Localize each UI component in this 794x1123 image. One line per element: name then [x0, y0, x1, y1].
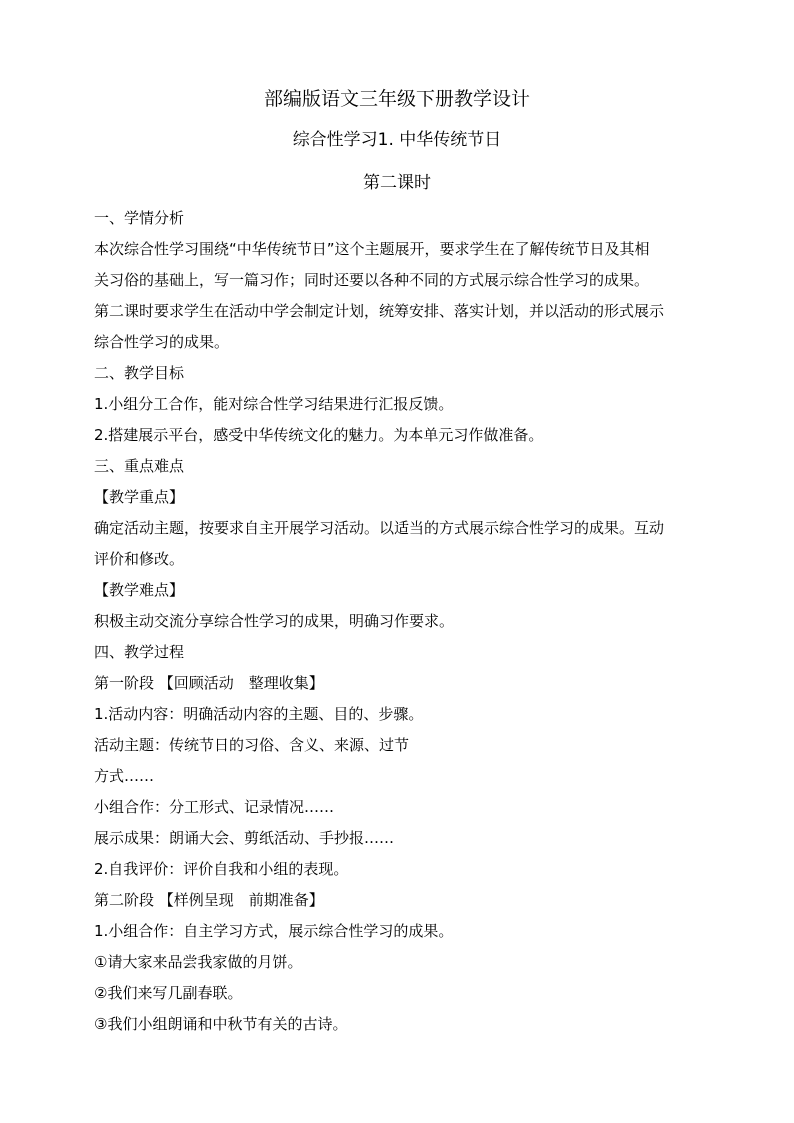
- list-item: 小组合作：分工形式、记录情况……: [94, 798, 335, 816]
- paragraph-line: 确定活动主题，按要求自主开展学习活动。以适当的方式展示综合性学习的成果。互动: [94, 519, 665, 537]
- paragraph-line: 评价和修改。: [94, 550, 185, 568]
- list-item: ③我们小组朗诵和中秋节有关的古诗。: [94, 1015, 348, 1033]
- paragraph-line: 综合性学习的成果。: [94, 333, 230, 351]
- section-heading-key-points: 三、重点难点: [94, 457, 185, 475]
- list-item: ②我们来写几副春联。: [94, 984, 243, 1002]
- list-item: 方式……: [94, 767, 155, 785]
- list-item: 1.小组合作：自主学习方式，展示综合性学习的成果。: [94, 922, 454, 940]
- list-item: 活动主题：传统节日的习俗、含义、来源、过节: [94, 736, 410, 754]
- list-item: 展示成果：朗诵大会、剪纸活动、手抄报……: [94, 829, 395, 847]
- stage-heading: 第一阶段 【回顾活动 整理收集】: [94, 674, 324, 692]
- paragraph-line: 关习俗的基础上，写一篇习作；同时还要以各种不同的方式展示综合性学习的成果。: [94, 271, 650, 289]
- goal-item: 1.小组分工合作，能对综合性学习结果进行汇报反馈。: [94, 395, 454, 413]
- stage-heading: 第二阶段 【样例呈现 前期准备】: [94, 891, 324, 909]
- list-item: 2.自我评价：评价自我和小组的表现。: [94, 860, 349, 878]
- list-item: 1.活动内容：明确活动内容的主题、目的、步骤。: [94, 705, 424, 723]
- paragraph-line: 积极主动交流分享综合性学习的成果，明确习作要求。: [94, 612, 455, 630]
- document-body: [94, 203, 704, 1040]
- paragraph-line: 第二课时要求学生在活动中学会制定计划，统筹安排、落实计划，并以活动的形式展示: [94, 302, 665, 320]
- section-heading-process: 四、教学过程: [94, 643, 185, 661]
- subheading-key-point: 【教学重点】: [94, 488, 185, 506]
- list-item: ①请大家来品尝我家做的月饼。: [94, 953, 303, 971]
- section-heading-analysis: 一、学情分析: [94, 209, 185, 227]
- document-subtitle: 综合性学习1. 中华传统节日: [292, 130, 502, 150]
- subheading-difficulty: 【教学难点】: [94, 581, 185, 599]
- document-title: 部编版语文三年级下册教学设计: [263, 88, 530, 110]
- lesson-heading: 第二课时: [363, 173, 431, 193]
- goal-item: 2.搭建展示平台，感受中华传统文化的魅力。为本单元习作做准备。: [94, 426, 544, 444]
- section-heading-goals: 二、教学目标: [94, 364, 185, 382]
- paragraph-line: 本次综合性学习围绕“中华传统节日”这个主题展开，要求学生在了解传统节日及其相: [94, 240, 650, 258]
